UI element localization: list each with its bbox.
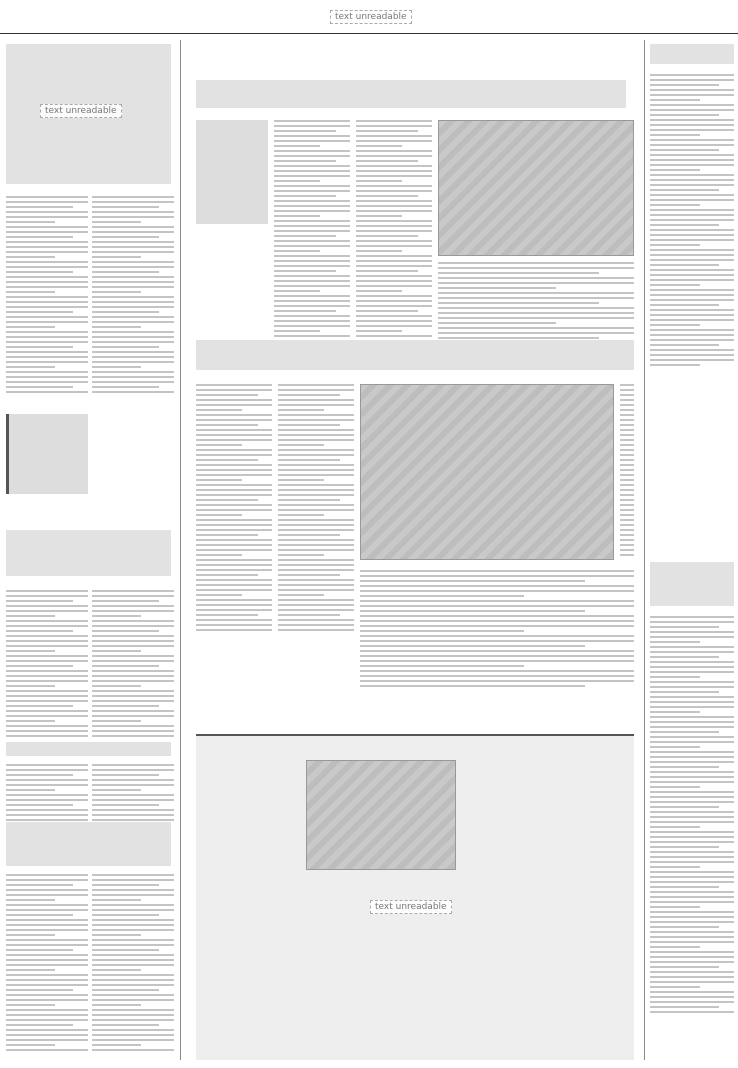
column-divider-left [180,40,181,1060]
left-text-top [6,196,88,396]
center-text-mid-3 [620,384,634,559]
left-headline-3 [6,742,171,756]
left-headline-text: text unreadable [40,104,122,118]
left-text-bottom [6,874,88,1054]
left-text-low [6,764,88,824]
center-headline-2 [196,340,634,370]
center-text-mid-4 [360,570,634,690]
center-headline [196,80,626,108]
info-box [6,414,88,494]
right-headline [650,44,734,64]
left-text-mid [6,590,88,740]
left-headline-2 [6,530,171,576]
left-text-mid-2 [92,590,174,740]
right-headline-2 [650,562,734,606]
lower-box-text: text unreadable [370,900,452,914]
left-headline-4 [6,822,171,866]
right-text-bottom [650,616,734,1016]
sidebar-box [196,120,268,224]
center-text-mid [196,384,272,634]
center-text-top [274,120,350,360]
news-photo-top [438,120,634,256]
right-text-top [650,74,734,369]
news-photo-mid [360,384,614,560]
left-text-low-2 [92,764,174,824]
center-text-top-2 [356,120,432,360]
center-text-mid-2 [278,384,354,634]
left-text-bottom-2 [92,874,174,1054]
news-photo-lower [306,760,456,870]
column-divider-right [644,40,645,1060]
left-text-top-2 [92,196,174,396]
header-text: text unreadable [330,10,412,24]
